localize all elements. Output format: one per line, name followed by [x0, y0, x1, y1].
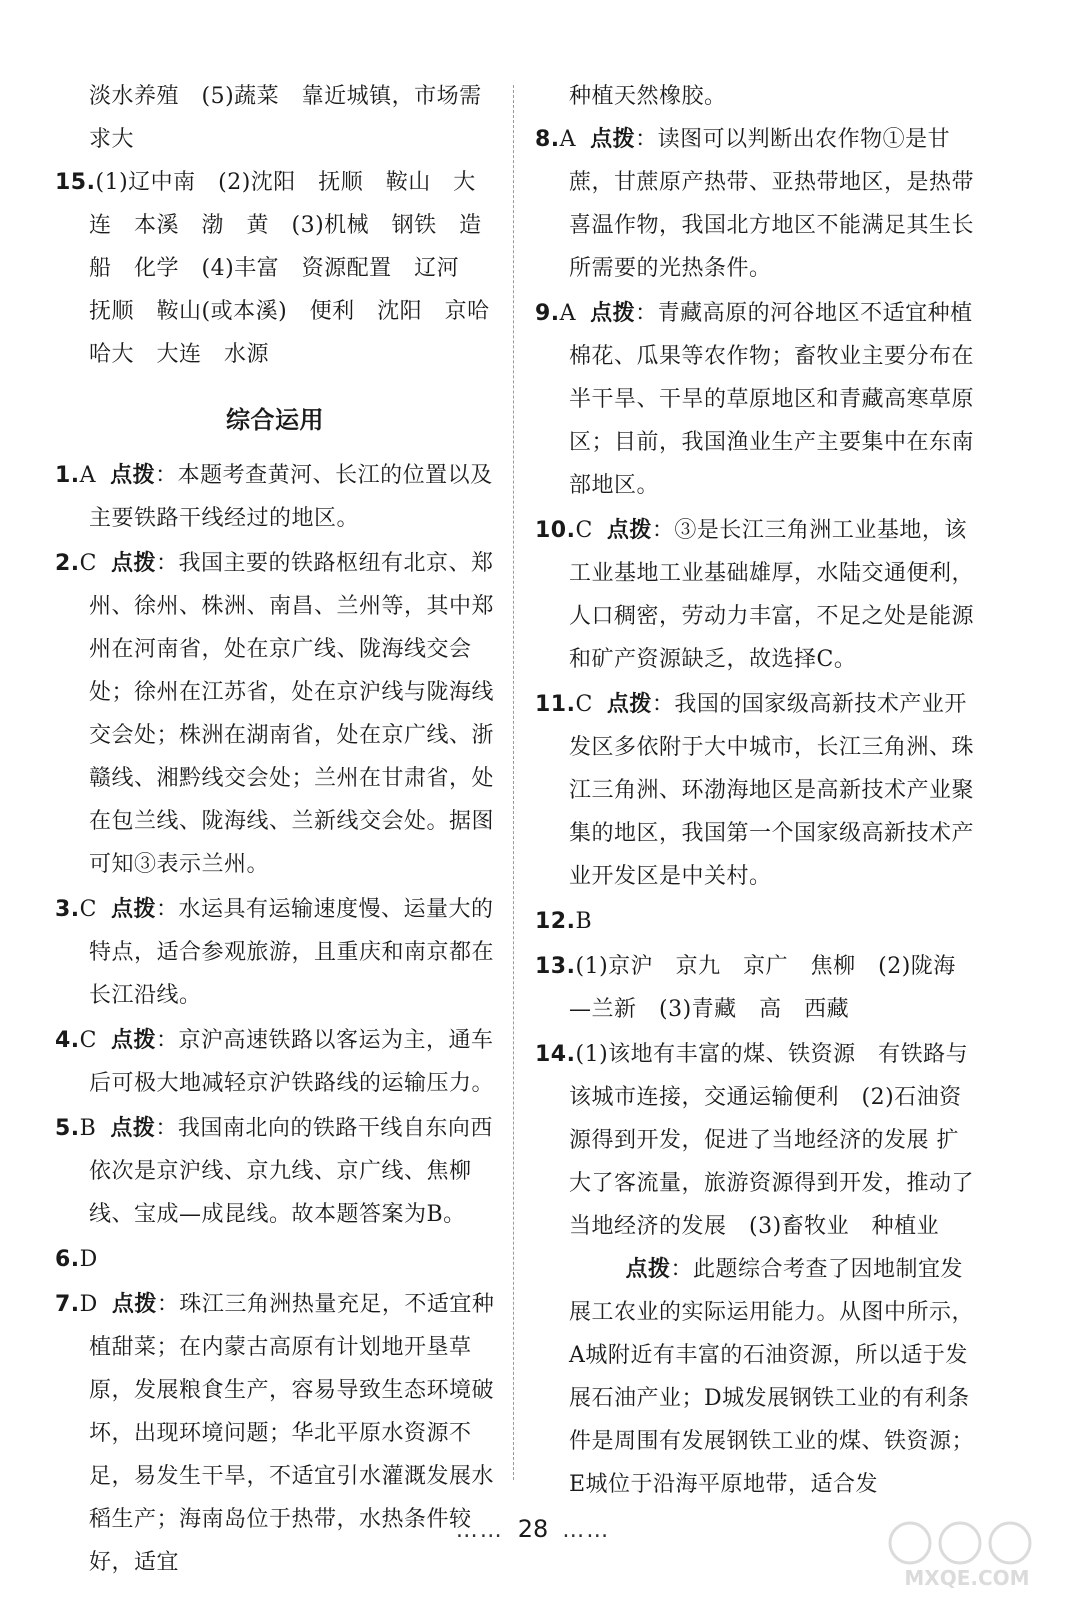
answer-item-5	[55, 1107, 495, 1236]
answer-item-8	[535, 118, 975, 290]
item-number: 2.	[55, 551, 80, 576]
item-text: ：此题综合考查了因地制宜发展工农业的实际运用能力。从图中所示，A城附近有丰富的石油资源，所以适于发展石油产业；D城发展钢铁工业的有利条件是周围有发展钢铁工业的煤、铁资源；E城位于沿海平原地带，适合发	[569, 1257, 975, 1497]
item-number: 6.	[55, 1247, 80, 1272]
item-text: ：我国主要的铁路枢纽有北京、郑州、徐州、株洲、南昌、兰州等，其中郑州在河南省，处在京广线、陇海线交会处；徐州在江苏省，处在京沪线与陇海线交会处；株洲在湖南省，处在京广线、浙赣线、湘黔线交会处；兰州在甘肃省，处在包兰线、陇海线、兰新线交会处。据图可知③表示兰州。	[89, 551, 495, 877]
item-text: ：京沪高速铁路以客运为主，通车后可极大地减轻京沪铁路线的运输压力。	[89, 1028, 495, 1096]
item-number: 12.	[535, 909, 576, 934]
page-number: 28	[517, 1515, 549, 1543]
item-text: ：水运具有运输速度慢、运量大的特点，适合参观旅游，且重庆和南京都在长江沿线。	[89, 897, 495, 1008]
answer-item-12	[535, 900, 975, 943]
item-text: (1)京沪 京九 京广 焦柳 (2)陇海—兰新 (3)青藏 高 西藏	[569, 954, 956, 1022]
answer-item-2	[55, 542, 495, 886]
item-text: (1)辽中南 (2)沈阳 抚顺 鞍山 大连 本溪 渤 黄 (3)机械 钢铁 造船 化学 (4)丰富 资源配置 辽河 抚顺 鞍山(或本溪) 便利 沈阳 京哈 哈大 大连 水源	[89, 170, 513, 367]
hint-label: 点拨	[606, 518, 652, 543]
item-text: ：本题考查黄河、长江的位置以及主要铁路干线经过的地区。	[89, 463, 493, 531]
hint-label: 点拨	[590, 127, 636, 152]
item-answer: C	[575, 692, 593, 717]
hint-label: 点拨	[590, 301, 636, 326]
item-text: ：③是长江三角洲工业基地，该工业基地工业基础雄厚，水陆交通便利，人口稠密，劳动力丰富，不足之处是能源和矿产资源缺乏，故选择C。	[569, 518, 975, 672]
item-text: ：我国的国家级高新技术产业开发区多依附于大中城市，长江三角洲、珠江三角洲、环渤海地区是高新技术产业聚集的地区，我国第一个国家级高新技术产业开发区是中关村。	[569, 692, 975, 889]
footer-dots-left: ……	[455, 1518, 504, 1543]
item-text: ：读图可以判断出农作物①是甘蔗，甘蔗原产热带、亚热带地区，是热带喜温作物，我国北方地区不能满足其生长所需要的光热条件。	[569, 127, 975, 281]
item-number: 4.	[55, 1028, 80, 1053]
hint-label: 点拨	[111, 551, 157, 576]
item-text: ：珠江三角洲热量充足，不适宜种植甜菜；在内蒙古高原有计划地开垦草原，发展粮食生产，容易导致生态环境破坏，出现环境问题；华北平原水资源不足，易发生干旱，不适宜引水灌溉发展水稻生产；海南岛位于热带，水热条件较好，适宜	[89, 1292, 495, 1575]
answer-item-6	[55, 1238, 495, 1281]
hint-label: 点拨	[110, 463, 156, 488]
answer-item-10	[535, 509, 975, 681]
hint-label: 点拨	[111, 1292, 157, 1317]
answer-item-9	[535, 292, 975, 507]
item-number: 1.	[55, 463, 80, 488]
column-divider	[513, 85, 514, 1480]
hint-label: 点拨	[111, 897, 157, 922]
watermark-text: MXQE.COM	[904, 1566, 1030, 1590]
item-number: 13.	[535, 954, 576, 979]
item-number: 3.	[55, 897, 80, 922]
answer-item-15	[55, 161, 513, 376]
hint-label: 点拨	[110, 1116, 156, 1141]
continued-text: 淡水养殖 (5)蔬菜 靠近城镇，市场需求大	[89, 84, 482, 152]
item-text: (1)该地有丰富的煤、铁资源 有铁路与该城市连接，交通运输便利 (2)石油资源得到开发，促进了当地经济的发展	[569, 1042, 969, 1153]
answer-item-3	[55, 888, 495, 1017]
item-number: 14.	[535, 1042, 576, 1067]
right-column	[535, 75, 975, 1508]
item-text-continued: 扩大了客流量，旅游资源得到开发，推动了当地经济的发展 (3)畜牧业 种植业	[569, 1128, 975, 1239]
item-text: ：青藏高原的河谷地区不适宜种植棉花、瓜果等农作物；畜牧业主要分布在半干旱、干旱的草原地区和青藏高寒草原区；目前，我国渔业生产主要集中在东南部地区。	[569, 301, 975, 498]
item-number: 5.	[55, 1116, 80, 1141]
item-number: 9.	[535, 301, 560, 326]
item-answer: A	[559, 127, 577, 152]
answer-item-13	[535, 945, 975, 1031]
item-number: 10.	[535, 518, 576, 543]
left-column	[55, 75, 513, 1586]
item-answer: C	[79, 897, 98, 922]
continued-text: 种植天然橡胶。	[569, 84, 727, 109]
answer-item-4	[55, 1019, 495, 1105]
hint-label: 点拨	[606, 692, 652, 717]
item-answer: B	[575, 909, 593, 934]
item-answer: A	[559, 301, 577, 326]
item-answer: C	[575, 518, 593, 543]
answer-item-14	[535, 1033, 975, 1506]
section-heading: 综合运用	[226, 406, 324, 434]
item-number: 7.	[55, 1292, 80, 1317]
hint-label: 点拨	[111, 1028, 157, 1053]
hint-label: 点拨	[625, 1257, 671, 1282]
item-text: ：我国南北向的铁路干线自东向西依次是京沪线、京九线、京广线、焦柳线、宝成—成昆线。故本题答案为B。	[89, 1116, 493, 1227]
item-answer: A	[79, 463, 97, 488]
watermark-logo	[880, 1515, 1055, 1590]
item-number: 15.	[55, 170, 96, 195]
answer-item-11	[535, 683, 975, 898]
footer-dots-right: ……	[562, 1518, 611, 1543]
answer-item-1	[55, 454, 495, 540]
item-number: 11.	[535, 692, 576, 717]
item-answer: D	[79, 1292, 98, 1317]
item-number: 8.	[535, 127, 560, 152]
item-answer: C	[79, 1028, 98, 1053]
item-answer: B	[79, 1116, 97, 1141]
item-answer: D	[79, 1247, 98, 1272]
answer-item-14-hint	[569, 1257, 974, 1497]
item-answer: C	[79, 551, 98, 576]
